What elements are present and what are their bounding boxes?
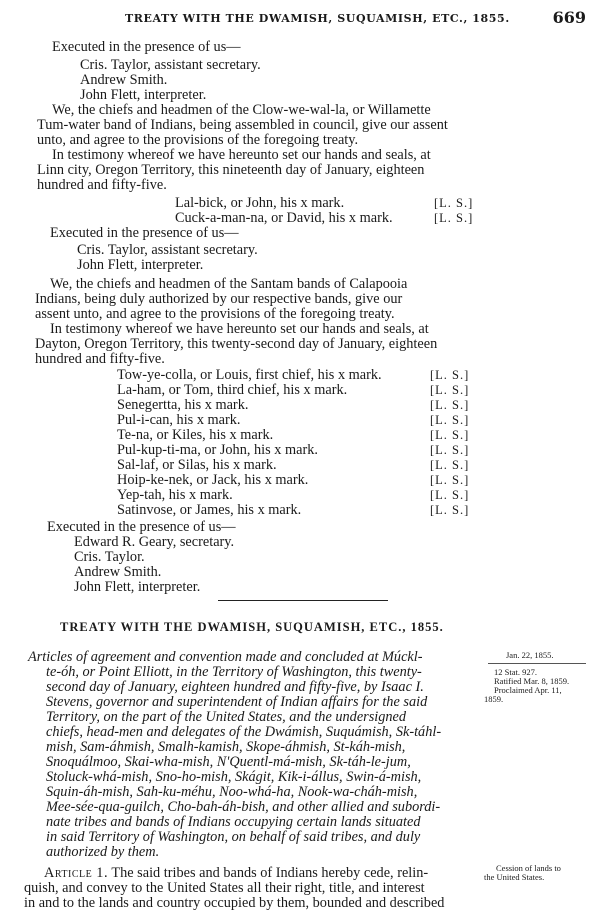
- paragraph-line: Tum-water band of Indians, being assembled in council, give our assent: [37, 117, 448, 133]
- seal-mark: [L. S.]: [430, 413, 470, 427]
- witness-intro: Executed in the presence of us—: [52, 39, 241, 55]
- signatory-name: La-ham, or Tom, third chief, his x mark.: [117, 382, 348, 398]
- paragraph-line: hundred and fifty-five.: [37, 177, 167, 193]
- preamble-line: Squin-áh-mish, Sah-ku-méhu, Noo-whá-ha, Nook-wa-cháh-mish,: [46, 784, 418, 800]
- witness-name: John Flett, interpreter.: [74, 579, 201, 595]
- seal-mark: [L. S.]: [430, 443, 470, 457]
- signatory-name: Hoip-ke-nek, or Jack, his x mark.: [117, 472, 309, 488]
- witness-name: John Flett, interpreter.: [77, 257, 204, 273]
- paragraph-line: unto, and agree to the provisions of the foregoing treaty.: [37, 132, 359, 148]
- witness-intro: Executed in the presence of us—: [50, 225, 239, 241]
- margin-note-ratified: Ratified Mar. 8, 1859.: [494, 676, 570, 686]
- paragraph-line: We, the chiefs and headmen of the Clow-we-wal-la, or Willamette: [52, 102, 431, 118]
- margin-note-proclaimed-year: 1859.: [484, 694, 504, 704]
- witness-intro: Executed in the presence of us—: [47, 519, 236, 535]
- paragraph-line: hundred and fifty-five.: [35, 351, 165, 367]
- margin-note-cession: the United States.: [484, 872, 545, 882]
- preamble-line: authorized by them.: [46, 844, 160, 860]
- preamble-line: Mee-sée-qua-guilch, Cho-bah-áh-bish, and other allied and subordi-: [46, 799, 441, 815]
- preamble-line: nate tribes and bands of Indians occupying certain lands situated: [46, 814, 421, 830]
- article-line: in and to the lands and country occupied by them, bounded and described: [24, 895, 445, 911]
- preamble-line: in said Territory of Washington, on behalf of said tribes, and duly: [46, 829, 421, 845]
- margin-rule: [488, 663, 586, 664]
- seal-mark: [L. S.]: [430, 428, 470, 442]
- witness-name: John Flett, interpreter.: [80, 87, 207, 103]
- seal-mark: [L. S.]: [434, 196, 474, 210]
- margin-note-date: Jan. 22, 1855.: [506, 650, 554, 660]
- seal-mark: [L. S.]: [434, 211, 474, 225]
- paragraph-line: Indians, being duly authorized by our respective bands, give our: [35, 291, 403, 307]
- article-label: Article 1.: [44, 865, 109, 881]
- signatory-name: Satinvose, or James, his x mark.: [117, 502, 302, 518]
- preamble-line: Stoluck-whá-mish, Sno-ho-mish, Skágit, Kik-i-állus, Swin-á-mish,: [46, 769, 422, 785]
- margin-note-proclaimed: Proclaimed Apr. 11,: [494, 685, 562, 695]
- preamble-line: chiefs, head-men and delegates of the Dwámish, Suquámish, Sk-táhl-: [46, 724, 442, 740]
- preamble-line: Territory, on the part of the United States, and the undersigned: [46, 709, 407, 725]
- treaty-title: TREATY WITH THE DWAMISH, SUQUAMISH, ETC., 1855.: [60, 620, 444, 634]
- signatory-name: Pul-kup-ti-ma, or John, his x mark.: [117, 442, 318, 458]
- signatory-name: Pul-i-can, his x mark.: [117, 412, 241, 428]
- preamble-line: second day of January, eighteen hundred and fifty-five, by Isaac I.: [46, 679, 424, 695]
- preamble-line: te-óh, or Point Elliott, in the Territory of Washington, this twenty-: [46, 664, 422, 680]
- seal-mark: [L. S.]: [430, 503, 470, 517]
- section-divider: [218, 600, 388, 601]
- seal-mark: [L. S.]: [430, 368, 470, 382]
- signatory-name: Sal-laf, or Silas, his x mark.: [117, 457, 277, 473]
- seal-mark: [L. S.]: [430, 383, 470, 397]
- seal-mark: [L. S.]: [430, 398, 470, 412]
- paragraph-line: Linn city, Oregon Territory, this nineteenth day of January, eighteen: [37, 162, 425, 178]
- preamble-line: Articles of agreement and convention made and concluded at Múckl-: [28, 649, 423, 665]
- paragraph-line: In testimony whereof we have hereunto set our hands and seals, at: [50, 321, 429, 337]
- signatory-name: Tow-ye-colla, or Louis, first chief, his x mark.: [117, 367, 382, 383]
- margin-note-cession: Cession of lands to: [496, 863, 561, 873]
- paragraph-line: assent unto, and agree to the provisions of the foregoing treaty.: [35, 306, 395, 322]
- signatory-name: Senegertta, his x mark.: [117, 397, 249, 413]
- preamble-line: Snoquálmoo, Skai-wha-mish, N'Quentl-má-mish, Sk-táh-le-jum,: [46, 754, 411, 770]
- witness-name: Andrew Smith.: [74, 564, 162, 580]
- witness-name: Edward R. Geary, secretary.: [74, 534, 235, 550]
- witness-name: Cris. Taylor, assistant secretary.: [77, 242, 258, 258]
- witness-name: Andrew Smith.: [80, 72, 168, 88]
- witness-name: Cris. Taylor.: [74, 549, 145, 565]
- seal-mark: [L. S.]: [430, 488, 470, 502]
- paragraph-line: In testimony whereof we have hereunto set our hands and seals, at: [52, 147, 431, 163]
- article-line: quish, and convey to the United States all their right, title, and interest: [24, 880, 425, 896]
- preamble-line: mish, Sam-áhmish, Smalh-kamish, Skope-áhmish, St-káh-mish,: [46, 739, 406, 755]
- signatory-name: Yep-tah, his x mark.: [117, 487, 233, 503]
- seal-mark: [L. S.]: [430, 458, 470, 472]
- page-number: 669: [552, 8, 586, 27]
- witness-name: Cris. Taylor, assistant secretary.: [80, 57, 261, 73]
- article-text: The said tribes and bands of Indians hereby cede, relin-: [111, 865, 429, 881]
- signatory-name: Lal-bick, or John, his x mark.: [175, 195, 345, 211]
- page-header: [30, 8, 586, 28]
- seal-mark: [L. S.]: [430, 473, 470, 487]
- article-1-first-line: [44, 866, 428, 881]
- paragraph-line: We, the chiefs and headmen of the Santam bands of Calapooia: [50, 276, 408, 292]
- preamble-line: Stevens, governor and superintendent of Indian affairs for the said: [46, 694, 428, 710]
- signatory-name: Cuck-a-man-na, or David, his x mark.: [175, 210, 393, 226]
- margin-note-stat: 12 Stat. 927.: [494, 667, 537, 677]
- paragraph-line: Dayton, Oregon Territory, this twenty-second day of January, eighteen: [35, 336, 438, 352]
- running-head: TREATY WITH THE DWAMISH, SUQUAMISH, ETC., 1855.: [125, 12, 510, 25]
- signatory-name: Te-na, or Kiles, his x mark.: [117, 427, 274, 443]
